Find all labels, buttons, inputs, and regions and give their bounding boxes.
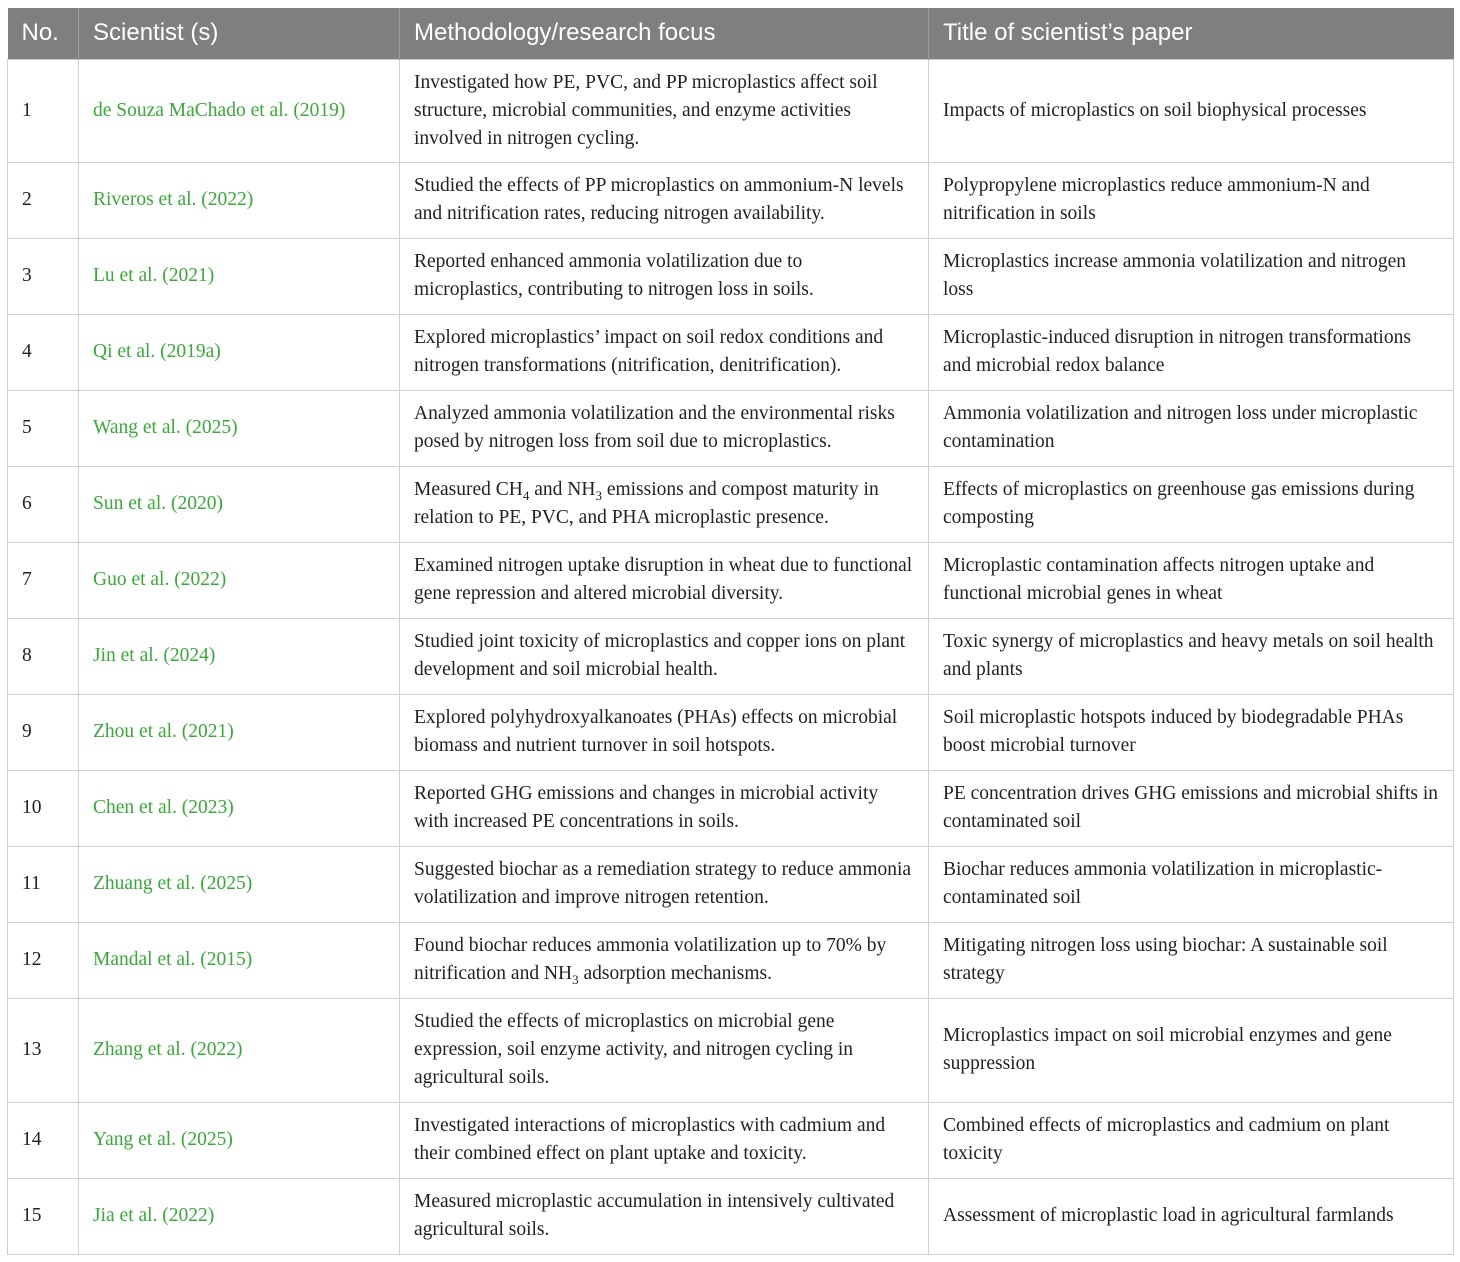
- scientist-link[interactable]: Jia et al. (2022): [79, 1178, 400, 1254]
- paper-title-cell: Combined effects of microplastics and cadmium on plant toxicity: [929, 1102, 1454, 1178]
- scientist-link[interactable]: Zhang et al. (2022): [79, 998, 400, 1102]
- methodology-cell: [400, 922, 929, 998]
- methodology-text: Measured CH: [414, 479, 523, 500]
- row-number: 11: [8, 846, 79, 922]
- methodology-cell: [400, 770, 929, 846]
- methodology-cell: [400, 162, 929, 238]
- methodology-text: Suggested biochar as a remediation strategy to reduce ammonia volatilization and improve nitrogen retention.: [414, 859, 912, 908]
- scientist-link[interactable]: Qi et al. (2019a): [79, 314, 400, 390]
- methodology-cell: [400, 59, 929, 162]
- scientist-link[interactable]: Riveros et al. (2022): [79, 162, 400, 238]
- row-number: 2: [8, 162, 79, 238]
- scientist-link[interactable]: Wang et al. (2025): [79, 390, 400, 466]
- row-number: 10: [8, 770, 79, 846]
- subscript: 4: [522, 487, 530, 503]
- methodology-text: Studied joint toxicity of microplastics and copper ions on plant development and soil microbial health.: [414, 631, 906, 680]
- methodology-text: emissions and compost maturity in relation to PE, PVC, and PHA microplastic presence.: [414, 479, 879, 528]
- scientist-link[interactable]: Mandal et al. (2015): [79, 922, 400, 998]
- header-scientist: Scientist (s): [79, 8, 400, 59]
- methodology-text: Investigated how PE, PVC, and PP microplastics affect soil structure, microbial communities, and enzyme activities involved in nitrogen cycling.: [414, 71, 878, 149]
- methodology-cell: [400, 466, 929, 542]
- paper-title-cell: Effects of microplastics on greenhouse gas emissions during composting: [929, 466, 1454, 542]
- methodology-text: Analyzed ammonia volatilization and the environmental risks posed by nitrogen loss from soil due to microplastics.: [414, 403, 895, 452]
- table-row: [8, 922, 1454, 998]
- table-row: [8, 390, 1454, 466]
- row-number: 14: [8, 1102, 79, 1178]
- paper-title-cell: Microplastic contamination affects nitrogen uptake and functional microbial genes in wheat: [929, 542, 1454, 618]
- methodology-cell: [400, 846, 929, 922]
- scientist-link[interactable]: Zhou et al. (2021): [79, 694, 400, 770]
- literature-table: [7, 8, 1454, 1255]
- header-methodology: Methodology/research focus: [400, 8, 929, 59]
- paper-title-cell: Mitigating nitrogen loss using biochar: A sustainable soil strategy: [929, 922, 1454, 998]
- scientist-link[interactable]: Sun et al. (2020): [79, 466, 400, 542]
- methodology-text: Investigated interactions of microplastics with cadmium and their combined effect on plant uptake and toxicity.: [414, 1115, 886, 1164]
- table-row: [8, 238, 1454, 314]
- table-row: [8, 770, 1454, 846]
- paper-title-cell: PE concentration drives GHG emissions and microbial shifts in contaminated soil: [929, 770, 1454, 846]
- methodology-text: Explored microplastics’ impact on soil redox conditions and nitrogen transformations (nitrification, denitrification).: [414, 327, 884, 376]
- table-row: [8, 314, 1454, 390]
- row-number: 12: [8, 922, 79, 998]
- paper-title-cell: Microplastics increase ammonia volatilization and nitrogen loss: [929, 238, 1454, 314]
- table-container: [7, 8, 1453, 1255]
- methodology-cell: [400, 542, 929, 618]
- methodology-text: and NH: [529, 479, 596, 500]
- table-row: [8, 542, 1454, 618]
- methodology-text: Measured microplastic accumulation in intensively cultivated agricultural soils.: [414, 1191, 895, 1240]
- paper-title-cell: Impacts of microplastics on soil biophysical processes: [929, 59, 1454, 162]
- row-number: 3: [8, 238, 79, 314]
- header-no: No.: [8, 8, 79, 59]
- scientist-link[interactable]: Jin et al. (2024): [79, 618, 400, 694]
- table-row: [8, 1178, 1454, 1254]
- row-number: 13: [8, 998, 79, 1102]
- row-number: 1: [8, 59, 79, 162]
- row-number: 8: [8, 618, 79, 694]
- methodology-cell: [400, 694, 929, 770]
- methodology-cell: [400, 1102, 929, 1178]
- subscript: 3: [595, 487, 602, 503]
- scientist-link[interactable]: Yang et al. (2025): [79, 1102, 400, 1178]
- paper-title-cell: Soil microplastic hotspots induced by biodegradable PHAs boost microbial turnover: [929, 694, 1454, 770]
- row-number: 6: [8, 466, 79, 542]
- table-row: [8, 162, 1454, 238]
- table-row: [8, 846, 1454, 922]
- paper-title-cell: Ammonia volatilization and nitrogen loss under microplastic contamination: [929, 390, 1454, 466]
- table-row: [8, 998, 1454, 1102]
- paper-title-cell: Toxic synergy of microplastics and heavy metals on soil health and plants: [929, 618, 1454, 694]
- row-number: 7: [8, 542, 79, 618]
- table-row: [8, 618, 1454, 694]
- methodology-cell: [400, 1178, 929, 1254]
- table-row: [8, 694, 1454, 770]
- paper-title-cell: Microplastics impact on soil microbial enzymes and gene suppression: [929, 998, 1454, 1102]
- methodology-cell: [400, 238, 929, 314]
- scientist-link[interactable]: Lu et al. (2021): [79, 238, 400, 314]
- row-number: 5: [8, 390, 79, 466]
- paper-title-cell: Microplastic-induced disruption in nitrogen transformations and microbial redox balance: [929, 314, 1454, 390]
- scientist-link[interactable]: de Souza MaChado et al. (2019): [79, 59, 400, 162]
- scientist-link[interactable]: Zhuang et al. (2025): [79, 846, 400, 922]
- scientist-link[interactable]: Guo et al. (2022): [79, 542, 400, 618]
- table-row: [8, 59, 1454, 162]
- methodology-cell: [400, 998, 929, 1102]
- paper-title-cell: Biochar reduces ammonia volatilization in microplastic-contaminated soil: [929, 846, 1454, 922]
- row-number: 9: [8, 694, 79, 770]
- table-header-row: [8, 8, 1454, 59]
- methodology-cell: [400, 390, 929, 466]
- paper-title-cell: Polypropylene microplastics reduce ammonium-N and nitrification in soils: [929, 162, 1454, 238]
- scientist-link[interactable]: Chen et al. (2023): [79, 770, 400, 846]
- methodology-text: Reported enhanced ammonia volatilization due to microplastics, contributing to nitrogen loss in soils.: [414, 251, 814, 300]
- methodology-text: Studied the effects of PP microplastics on ammonium-N levels and nitrification rates, reducing nitrogen availability.: [414, 175, 904, 224]
- methodology-text: Found biochar reduces ammonia volatilization up to 70% by nitrification and NH: [414, 935, 887, 984]
- paper-title-cell: Assessment of microplastic load in agricultural farmlands: [929, 1178, 1454, 1254]
- row-number: 15: [8, 1178, 79, 1254]
- methodology-cell: [400, 314, 929, 390]
- methodology-text: Reported GHG emissions and changes in microbial activity with increased PE concentrations in soils.: [414, 783, 879, 832]
- table-row: [8, 1102, 1454, 1178]
- subscript: 3: [572, 971, 579, 987]
- methodology-text: Studied the effects of microplastics on microbial gene expression, soil enzyme activity, and nitrogen cycling in agricultural soils.: [414, 1011, 853, 1088]
- table-row: [8, 466, 1454, 542]
- methodology-cell: [400, 618, 929, 694]
- methodology-text: Explored polyhydroxyalkanoates (PHAs) effects on microbial biomass and nutrient turnover in soil hotspots.: [414, 707, 898, 756]
- methodology-text: Examined nitrogen uptake disruption in wheat due to functional gene repression and altered microbial diversity.: [414, 555, 913, 604]
- methodology-text: adsorption mechanisms.: [578, 963, 772, 984]
- row-number: 4: [8, 314, 79, 390]
- header-title: Title of scientist’s paper: [929, 8, 1454, 59]
